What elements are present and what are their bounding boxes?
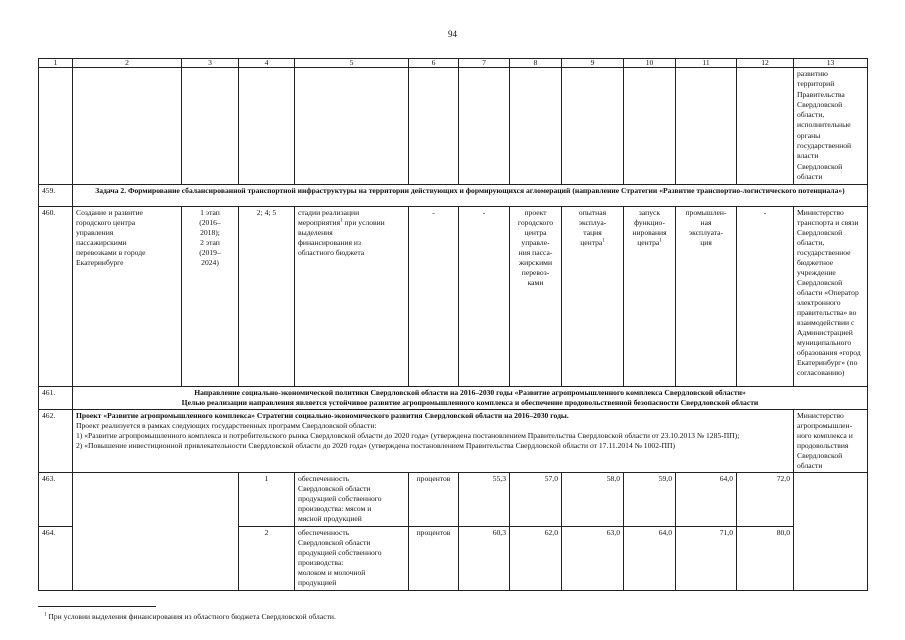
direction-heading: Направление социально-экономической политики Свердловской области на 2016–2030 годы «Развитие агропромышленного комплекса Свердловской области» Целью реализации направления является устойчивое развитие агропромышленного комплекса и обеспечение продовольственной безопасности Свердловской области	[73, 387, 868, 410]
table-row-461	[39, 387, 868, 410]
footnote-mark: 1	[44, 612, 47, 618]
value-col10: 64,0	[624, 527, 676, 591]
value-col9: 63,0	[562, 527, 624, 591]
footnote-mark: 1	[602, 238, 605, 244]
value-col11: 64,0	[676, 473, 737, 527]
col-num-2: 2	[73, 59, 182, 68]
col-num-9: 9	[562, 59, 624, 68]
project-description: Проект «Развитие агропромышленного комплекса» Стратегии социально-экономического развития Свердловской области на 2016–2030 годы. Проект реализуется в рамках следующих государственных программ Свердловской области: 1) «Развитие агропромышленного комплекса и потребительского рынка Свердловской области до 2020 года» (утверждена постановлением Правительства Свердловской области от 23.10.2013 № 1285-ПП); 2) «Повышение инвестиционной привлекательности Свердловской области до 2020 года» (утверждена постановлением Правительства Свердловской области от 17.11.2014 № 1002-ПП)	[73, 410, 794, 473]
table-row-463	[39, 473, 868, 527]
value-col8: 57,0	[510, 473, 562, 527]
value-col10: запуск функцио- нирования центра$^1$	[624, 207, 676, 387]
unit: -	[409, 207, 459, 387]
value-col11: промышлен- ная эксплуата- ция	[676, 207, 737, 387]
row-number: 464.	[39, 527, 73, 591]
value-col8: проект городского центра управле- ния пасса- жирскими перевоз- ками	[510, 207, 562, 387]
task-heading: Задача 2. Формирование сбалансированной транспортной инфраструктуры на территории действующих и формирующихся агломераций (направление Стратегии «Развитие транспортно-логистического потенциала»)	[73, 185, 868, 207]
table-row-459	[39, 185, 868, 207]
value-2016: -	[459, 207, 510, 387]
col-num-4: 4	[239, 59, 295, 68]
value-col7: 60,3	[459, 527, 510, 591]
col-num-7: 7	[459, 59, 510, 68]
stages: 1 этап (2016– 2018); 2 этап (2019– 2024)	[182, 207, 239, 387]
row-number: 462.	[39, 410, 73, 473]
value-col7: 55,3	[459, 473, 510, 527]
project-title: Проект «Развитие агропромышленного комплекса» Стратегии социально-экономического развития Свердловской области на 2016–2030 годы.	[76, 411, 569, 420]
goal-numbers: 1	[239, 473, 295, 527]
row-number: 463.	[39, 473, 73, 527]
footnote-mark: 1	[659, 238, 662, 244]
row-number: 460.	[39, 207, 73, 387]
table-row-460	[39, 207, 868, 387]
page-number: 94	[448, 29, 457, 39]
plan-table	[38, 58, 868, 591]
col-num-1: 1	[39, 59, 73, 68]
value-col9: опытная эксплуа- тация центра$^1$	[562, 207, 624, 387]
value-col10: 59,0	[624, 473, 676, 527]
table-row-462	[39, 410, 868, 473]
table-row-continued	[39, 68, 868, 185]
goal-numbers: 2; 4; 5	[239, 207, 295, 387]
footnote-text: При условии выделения финансирования из областного бюджета Свердловской области.	[48, 612, 336, 621]
row-number: 459.	[39, 185, 73, 207]
row-number: 461.	[39, 387, 73, 410]
responsible: Министерство агропромышлен- ного комплекса и продовольствия Свердловской области	[794, 410, 868, 473]
value-col9: 58,0	[562, 473, 624, 527]
col-num-11: 11	[676, 59, 737, 68]
indicator-text: обеспеченность Свердловской области продукцией собственного производства: молоком и молочной продукцией	[295, 527, 409, 591]
footnote-divider	[38, 606, 156, 607]
col-num-3: 3	[182, 59, 239, 68]
indicator-text: стадии реализации мероприятия$^1$ при условии выделения финансирования из областного бюджета	[295, 207, 409, 387]
merged-empty-cell	[73, 473, 239, 591]
col-num-13: 13	[794, 59, 868, 68]
col-num-8: 8	[510, 59, 562, 68]
value-col11: 71,0	[676, 527, 737, 591]
unit: процентов	[409, 473, 459, 527]
column-number-row	[39, 59, 868, 68]
goal-numbers: 2	[239, 527, 295, 591]
value-col12: 80,0	[737, 527, 794, 591]
responsible: Министерство транспорта и связи Свердловской области, государственное бюджетное учреждение Свердловской области «Оператор электронного правительства» во взаимодействии с Администрацией муниципального образования «город Екатеринбург» (по согласованию)	[794, 207, 868, 387]
indicator-text: обеспеченность Свердловской области продукцией собственного производства: мясом и мясной продукцией	[295, 473, 409, 527]
footnote	[44, 612, 336, 621]
col-num-12: 12	[737, 59, 794, 68]
value-col12: 72,0	[737, 473, 794, 527]
col-num-5: 5	[295, 59, 409, 68]
col-num-10: 10	[624, 59, 676, 68]
footnote-mark: 1	[340, 218, 343, 224]
measure-name: Создание и развитие городского центра управления пассажирскими перевозками в городе Екатеринбурге	[73, 207, 182, 387]
value-col12: -	[737, 207, 794, 387]
responsible-continued: развитию территорий Правительства Свердловской области, исполнительные органы государственной власти Свердловской области	[794, 68, 868, 185]
value-col8: 62,0	[510, 527, 562, 591]
unit: процентов	[409, 527, 459, 591]
col-num-6: 6	[409, 59, 459, 68]
responsible-merged	[794, 473, 868, 591]
